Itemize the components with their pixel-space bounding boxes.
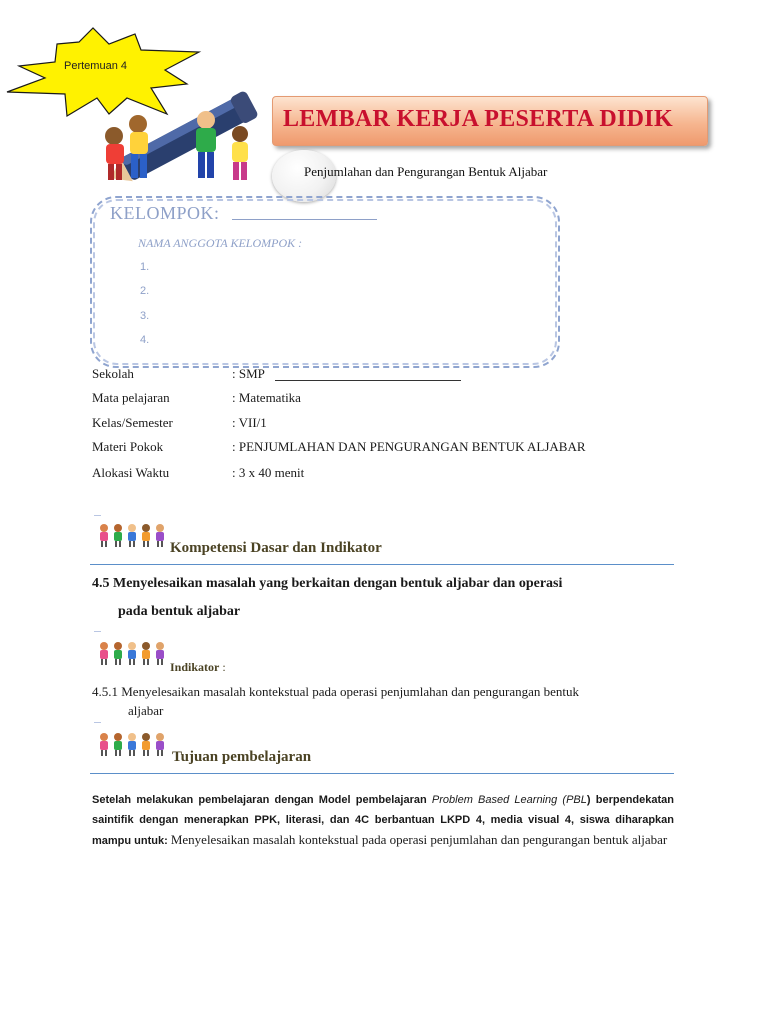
competency-title: Kompetensi Dasar dan Indikator [170, 540, 382, 556]
kids-pencil-illustration [96, 84, 268, 188]
kids-row-icon [96, 522, 168, 548]
section-divider [90, 773, 674, 774]
page-title: LEMBAR KERJA PESERTA DIDIK [283, 106, 673, 132]
section-mark [94, 515, 101, 516]
section-divider [90, 564, 674, 565]
section-mark [94, 722, 101, 723]
kids-row-icon [96, 731, 168, 757]
identity-label-school: Sekolah [92, 366, 134, 381]
members-label: NAMA ANGGOTA KELOMPOK : [138, 236, 303, 250]
indicator-text-line-1: 4.5.1 Menyelesaikan masalah kontekstual pada operasi penjumlahan dan pengurangan bentuk [92, 684, 579, 699]
objective-part-2: Problem Based Learning (PBL [431, 794, 587, 806]
page-subtitle: Penjumlahan dan Pengurangan Bentuk Aljabar [304, 164, 548, 179]
school-name-line [275, 380, 461, 381]
member-number: 3. [140, 310, 150, 322]
indicator-text-line-2: aljabar [128, 703, 164, 718]
identity-value-class: : VII/1 [232, 415, 267, 430]
indicator-title-colon: : [219, 660, 226, 674]
group-label: KELOMPOK: [110, 203, 220, 223]
member-number: 4. [140, 334, 150, 346]
identity-label-class: Kelas/Semester [92, 415, 173, 430]
identity-value-topic: : PENJUMLAHAN DAN PENGURANGAN BENTUK ALJABAR [232, 439, 586, 454]
indicator-title-text: Indikator [170, 660, 220, 674]
competency-text-line-2: pada bentuk aljabar [118, 604, 241, 619]
member-number: 1. [140, 261, 150, 273]
objective-part-1: Setelah melakukan pembelajaran dengan Model pembelajaran [92, 794, 432, 806]
member-number: 2. [140, 285, 150, 297]
learning-objective-paragraph [92, 790, 674, 851]
identity-value-school: : SMP [232, 366, 265, 381]
identity-value-subject: : Matematika [232, 390, 301, 405]
kids-row-icon [96, 640, 168, 666]
learning-objective-title: Tujuan pembelajaran [172, 749, 312, 765]
identity-label-topic: Materi Pokok [92, 439, 164, 454]
identity-label-subject: Mata pelajaran [92, 390, 170, 405]
group-name-line [232, 219, 377, 220]
indicator-title [170, 660, 226, 675]
identity-label-time: Alokasi Waktu [92, 465, 170, 480]
section-mark [94, 631, 101, 632]
meeting-badge-text: Pertemuan 4 [64, 60, 127, 72]
identity-value-time: : 3 x 40 menit [232, 465, 305, 480]
objective-part-4: Menyelesaikan masalah kontekstual pada operasi penjumlahan dan pengurangan bentuk aljabar [170, 832, 668, 847]
competency-text-line-1: 4.5 Menyelesaikan masalah yang berkaitan dengan bentuk aljabar dan operasi [92, 576, 563, 591]
objective-part-3: ) berpendekatan saintifik dengan menerapkan PPK, literasi, dan 4C berbantuan LKPD 4, media visual 4, siswa diharapkan mampu untuk: [92, 794, 674, 847]
